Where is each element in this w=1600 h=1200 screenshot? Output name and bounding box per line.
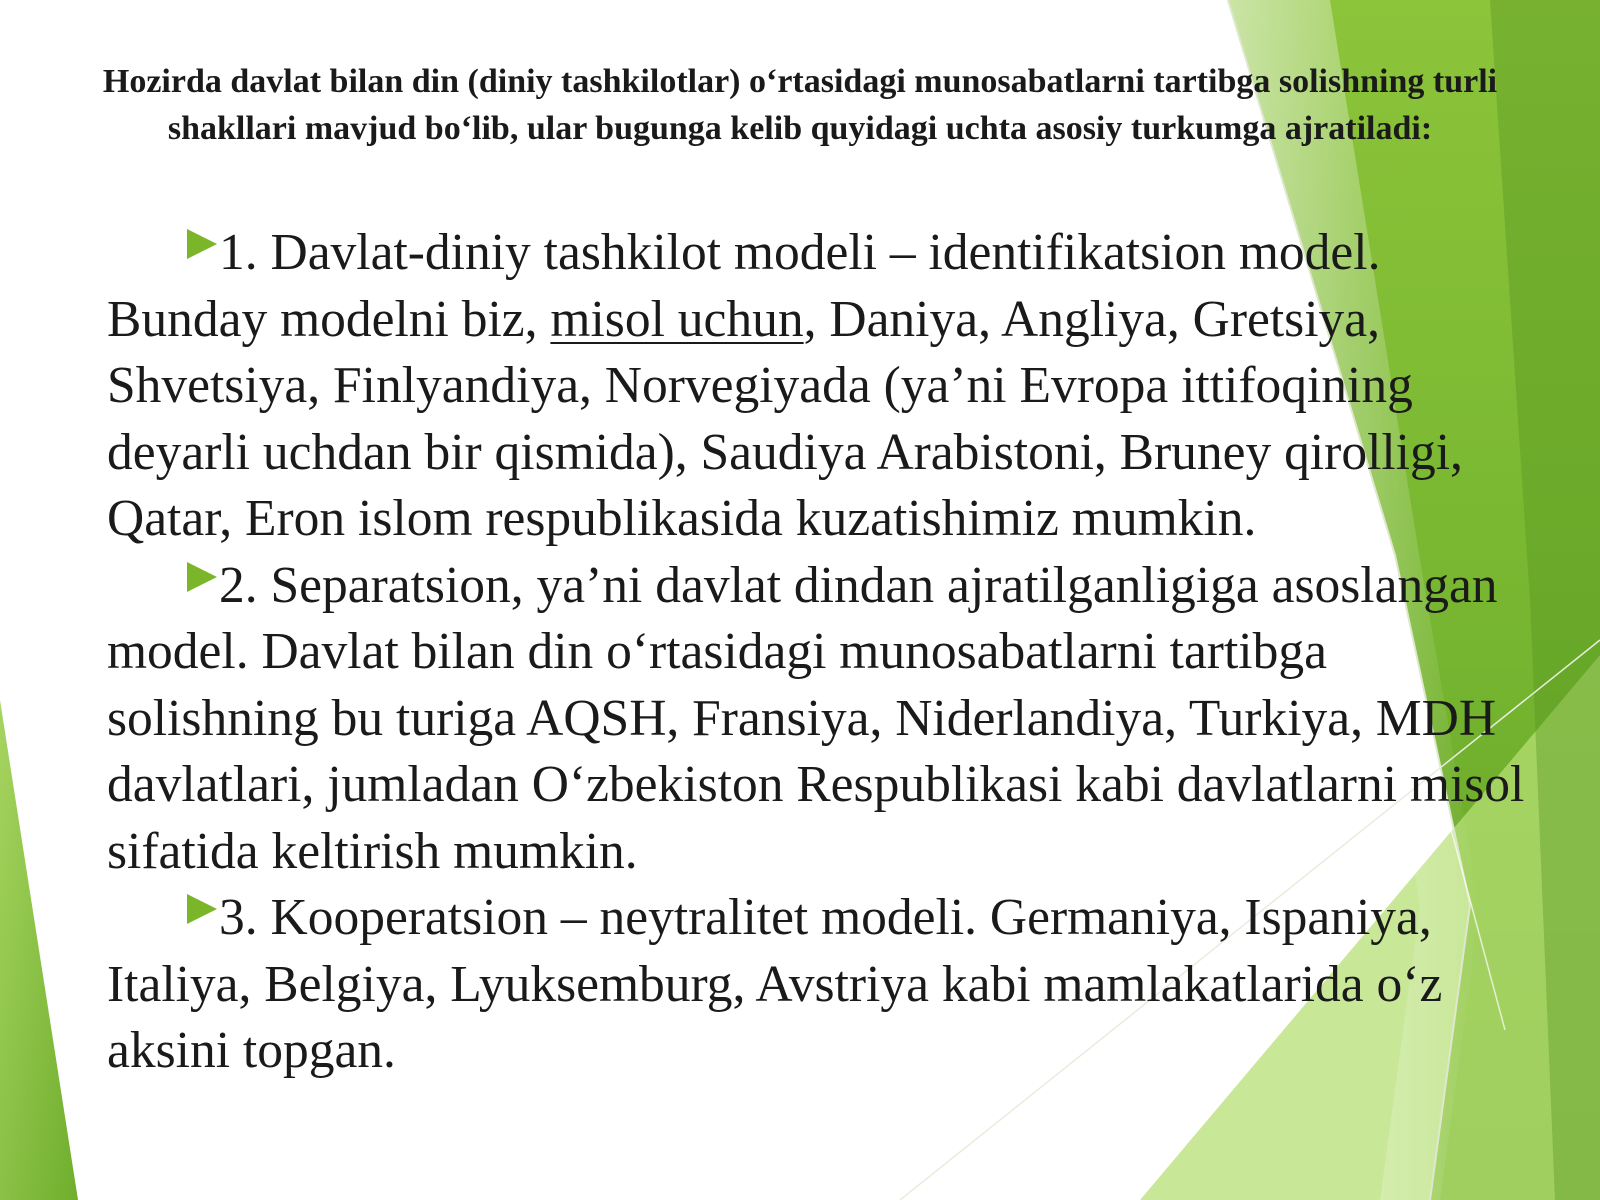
slide-title: Hozirda davlat bilan din (diniy tashkilotlar) o‘rtasidagi munosabatlarni tartibga solishning turli shakllari mavjud bo‘lib, ular bugunga kelib quyidagi uchta asosiy turkumga ajratiladi: bbox=[102, 63, 1498, 147]
list-item-text: 3. Kooperatsion – neytralitet modeli. Germaniya, Ispaniya, Italiya, Belgiya, Lyuksemburg, Avstriya kabi mamlakatlarida o‘z aksini topgan. bbox=[107, 889, 1443, 1079]
list-item bbox=[107, 885, 1527, 1085]
list-item bbox=[107, 553, 1527, 886]
list-item-text: 1. Davlat-diniy tashkilot modeli – identifikatsion model. Bunday modelni biz, bbox=[107, 224, 1381, 348]
list-item-text-after: , Daniya, Angliya, Gretsiya, Shvetsiya, Finlyandiya, Norvegiyada (ya’ni Evropa ittifoqining deyarli uchdan bir qismida), Saudiya Arabistoni, Bruney qirolligi, Qatar, Eron islom respublikasida kuzatishimiz mumkin. bbox=[107, 290, 1463, 547]
misol-uchun-link[interactable]: misol uchun bbox=[550, 290, 804, 348]
list-item bbox=[107, 220, 1527, 553]
list-item-text: 2. Separatsion, ya’ni davlat dindan ajratilganligiga asoslangan model. Davlat bilan din o‘rtasidagi munosabatlarni tartibga solishning bu turiga AQSH, Fransiya, Niderlandiya, Turkiya, MDH davlatlari, jumladan O‘zbekiston Respublikasi kabi davlatlarni misol sifatida keltirish mumkin. bbox=[107, 556, 1525, 880]
slide-body bbox=[107, 220, 1527, 1085]
triangle-bullet-icon bbox=[187, 562, 217, 592]
triangle-bullet-icon bbox=[187, 229, 217, 259]
triangle-bullet-icon bbox=[187, 894, 217, 924]
